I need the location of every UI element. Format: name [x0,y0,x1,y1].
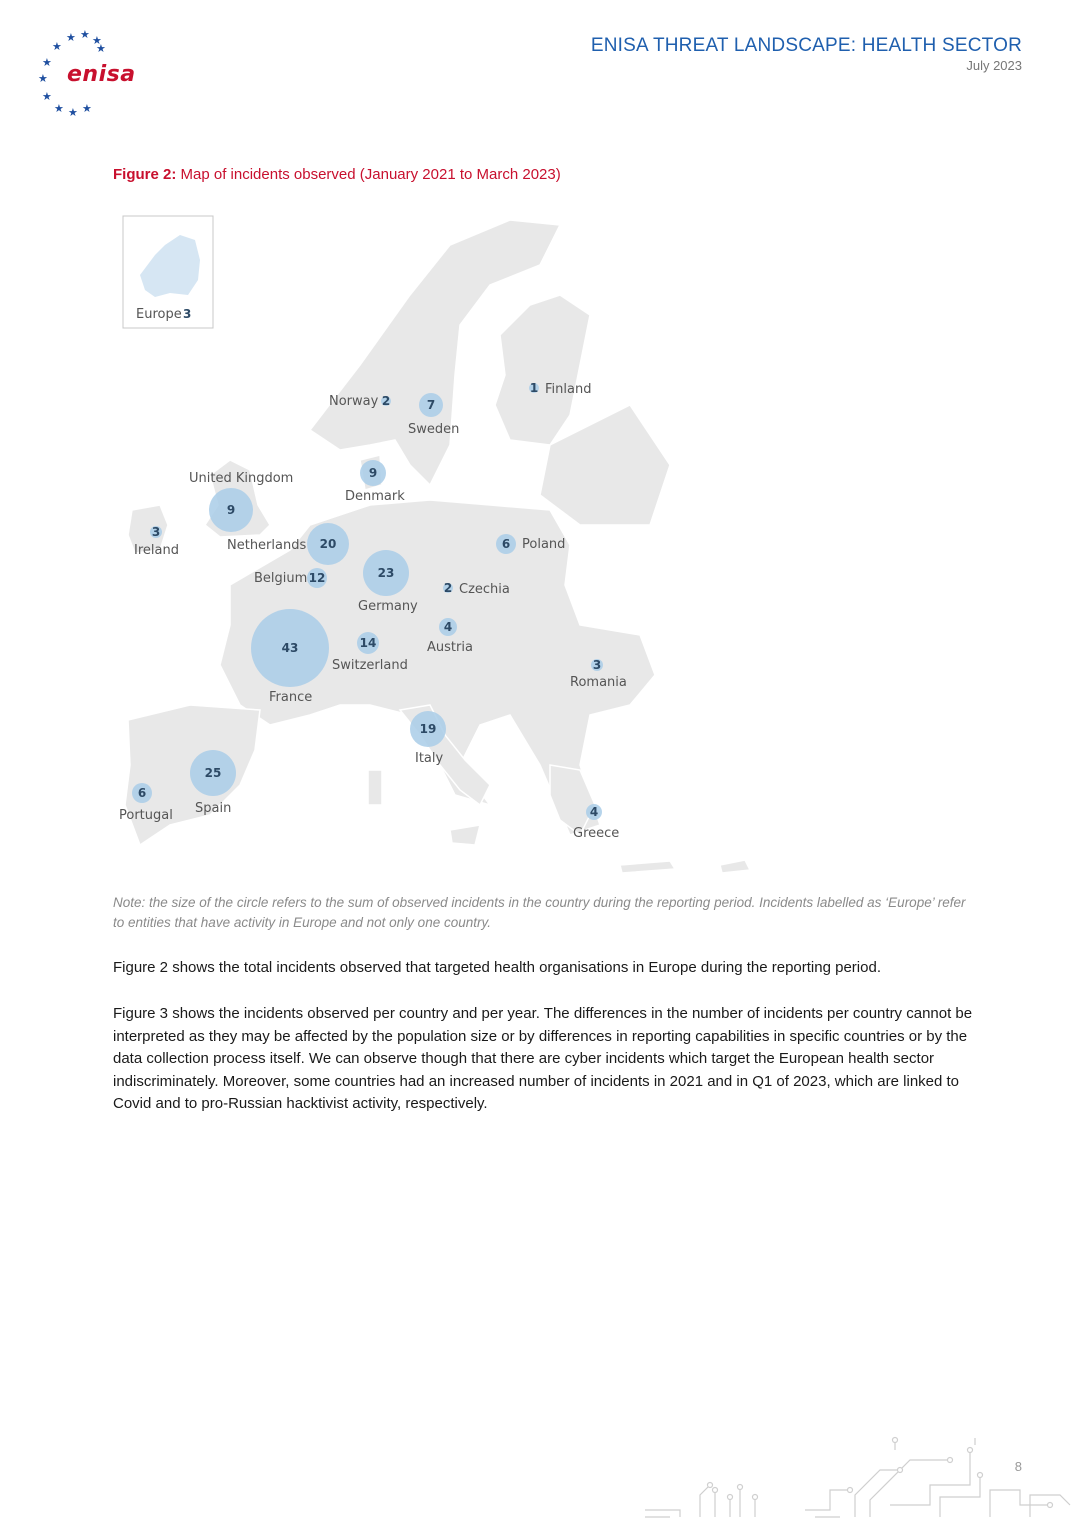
label-united-kingdom: United Kingdom [189,471,294,486]
count-belgium: 12 [308,571,326,585]
count-poland: 6 [501,537,511,551]
inset-count: 3 [183,307,192,321]
inset-label: Europe [136,307,182,322]
svg-text:★: ★ [68,106,78,119]
svg-text:★: ★ [42,90,52,103]
svg-text:★: ★ [52,40,62,53]
incidents-map [110,205,770,895]
count-czechia: 2 [443,581,453,595]
count-denmark: 9 [368,466,378,480]
count-austria: 4 [443,620,453,634]
figure-title: Map of incidents observed (January 2021 to March 2023) [180,166,561,183]
svg-text:★: ★ [80,30,90,41]
label-romania: Romania [570,675,627,690]
count-spain: 25 [204,766,222,780]
label-greece: Greece [573,826,620,841]
label-norway: Norway [329,394,379,409]
enisa-wordmark: enisa [67,62,136,87]
svg-text:★: ★ [66,31,76,44]
label-italy: Italy [415,751,444,766]
label-portugal: Portugal [119,808,173,823]
europe-inset [123,216,213,328]
label-czechia: Czechia [459,582,510,597]
document-date: July 2023 [966,58,1022,73]
count-sweden: 7 [426,398,436,412]
paragraph-1: Figure 2 shows the total incidents observed that targeted health organisations in Europe during the reporting period. [113,959,881,976]
paragraph-2: Figure 3 shows the incidents observed per country and per year. The differences in the number of incidents per country cannot be interpreted as they may be affected by the population size or by differences in reporting capabilities in specific countries or by the data collection process itself. We can observe though that there are cyber incidents which target the European health sector indiscriminately. Moreover, some countries had an increased number of incidents in 2021 and in Q1 of 2023, which are linked to Covid and to pro-Russian hacktivist activity, respectively. [113,1005,973,1112]
svg-text:★: ★ [92,34,102,47]
label-austria: Austria [427,640,473,655]
count-italy: 19 [419,722,437,736]
count-ireland: 3 [151,525,161,539]
count-norway: 2 [381,394,391,408]
document-title: ENISA THREAT LANDSCAPE: HEALTH SECTOR [590,35,1022,56]
figure-caption [113,166,561,183]
label-ireland: Ireland [134,543,179,558]
count-finland: 1 [529,381,539,395]
label-spain: Spain [195,801,232,816]
label-sweden: Sweden [408,422,460,437]
svg-text:★: ★ [82,102,92,115]
label-netherlands: Netherlands [227,538,307,553]
label-belgium: Belgium [254,571,308,586]
svg-text:★: ★ [54,102,64,115]
count-greece: 4 [589,805,599,819]
figure-note: Note: the size of the circle refers to the sum of observed incidents in the country during the reporting period. Incidents labelled as ‘Europe’ refer to entities that have activity in Europe and not only one country. [113,895,966,930]
count-netherlands: 20 [319,537,337,551]
svg-text:★: ★ [96,42,106,55]
label-switzerland: Switzerland [332,658,408,673]
europe-map-svg [110,205,770,895]
count-switzerland: 14 [359,636,377,650]
label-finland: Finland [545,382,592,397]
count-portugal: 6 [137,786,147,800]
count-germany: 23 [377,566,395,580]
circuit-decoration [640,1435,1077,1522]
label-denmark: Denmark [345,489,405,504]
count-romania: 3 [592,658,602,672]
svg-text:★: ★ [42,56,52,69]
page-number: 8 [1014,1459,1022,1474]
label-germany: Germany [358,599,418,614]
figure-label: Figure 2: [113,166,177,183]
count-united-kingdom: 9 [226,503,236,517]
label-france: France [269,690,313,705]
count-france: 43 [281,641,299,655]
svg-text:★: ★ [38,72,48,85]
label-poland: Poland [522,537,566,552]
